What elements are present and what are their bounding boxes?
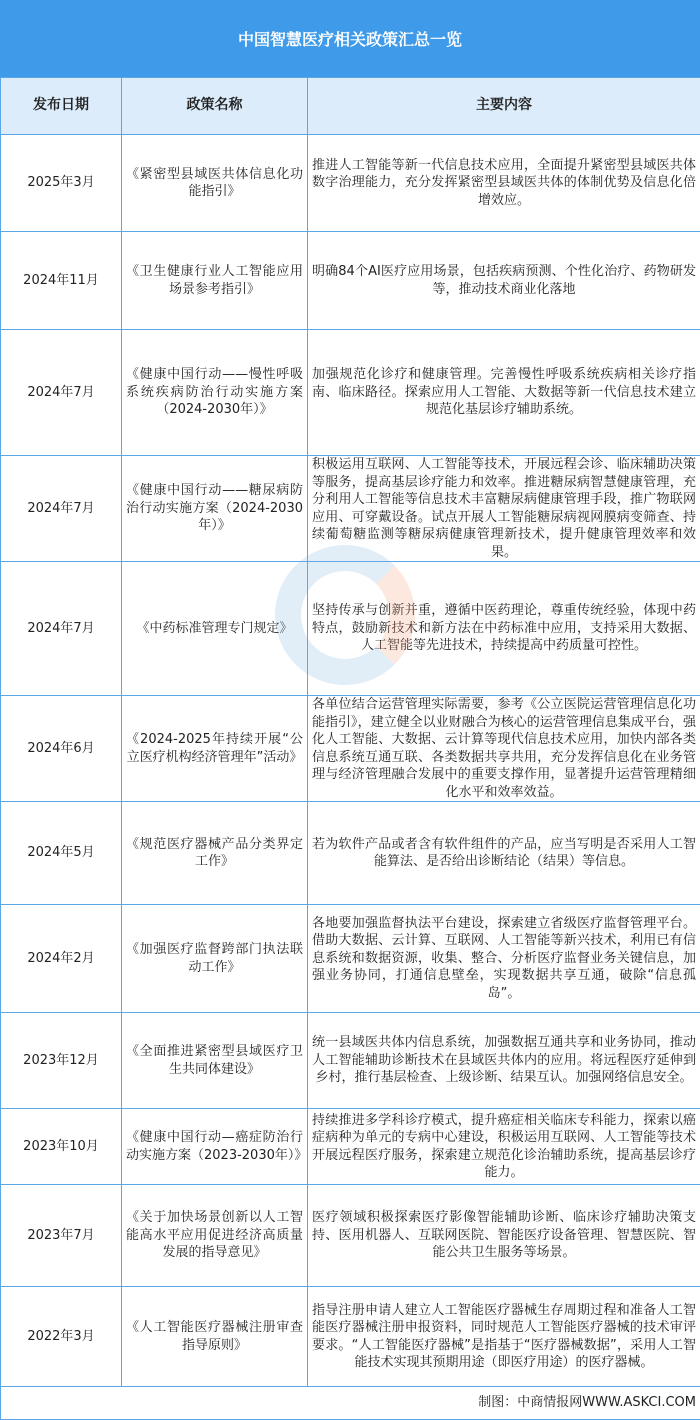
policy-name: 《全面推进紧密型县域医疗卫生共同体建设》: [122, 1013, 308, 1109]
column-header-content: 主要内容: [308, 78, 700, 135]
policy-date: 2023年7月: [1, 1185, 122, 1287]
policy-content: 统一县域医共体内信息系统，加强数据互通共享和业务协同，推动人工智能辅助诊断技术在县域医共体内的应用。将远程医疗延伸到乡村，推行基层检查、上级诊断、结果互认。加强网络信息安全。: [308, 1013, 700, 1109]
policy-name: 《关于加快场景创新以人工智能高水平应用促进经济高质量发展的指导意见》: [122, 1185, 308, 1287]
policy-date: 2024年11月: [1, 232, 122, 330]
policy-content: 指导注册申请人建立人工智能医疗器械生存周期过程和准备人工智能医疗器械注册申报资料，同时规范人工智能医疗器械的技术审评要求。“人工智能医疗器械”是指基于“医疗器械数据”，采用人工智能技术实现其预期用途（即医疗用途）的医疗器械。: [308, 1287, 700, 1387]
policy-content: 各单位结合运营管理实际需要，参考《公立医院运营管理信息化功能指引》，建立健全以业财融合为核心的运营管理信息集成平台，强化人工智能、大数据、云计算等现代信息技术应用，加快内部各类信息系统互通互联、各类数据共享共用，充分发挥信息化在业务管理与经济管理融合发展中的重要支撑作用，显著提升运营管理精细化水平和效率效益。: [308, 696, 700, 802]
table-row: [1, 456, 700, 562]
table-title: 中国智慧医疗相关政策汇总一览: [0, 0, 700, 77]
column-header-date: 发布日期: [1, 78, 122, 135]
policy-date: 2025年3月: [1, 135, 122, 232]
policy-content: 推进人工智能等新一代信息技术应用，全面提升紧密型县域医共体数字治理能力，充分发挥紧密型县域医共体的体制优势及信息化倍增效应。: [308, 135, 700, 232]
table-row: [1, 330, 700, 456]
column-header-name: 政策名称: [122, 78, 308, 135]
policy-name: 《加强医疗监督跨部门执法联动工作》: [122, 905, 308, 1013]
policy-content: 积极运用互联网、人工智能等技术，开展远程会诊、临床辅助决策等服务，提高基层诊疗能力和效率。推进糖尿病智慧健康管理，充分利用人工智能等信息技术丰富糖尿病健康管理手段，推广物联网应用、可穿戴设备。试点开展人工智能糖尿病视网膜病变筛查、持续葡萄糖监测等糖尿病健康管理新技术，提升健康管理效率和效果。: [308, 456, 700, 562]
policy-content: 明确84个AI医疗应用场景，包括疾病预测、个性化治疗、药物研发等，推动技术商业化落地: [308, 232, 700, 330]
policy-content: 加强规范化诊疗和健康管理。完善慢性呼吸系统疾病相关诊疗指南、临床路径。探索应用人工智能、大数据等新一代信息技术建立规范化基层诊疗辅助系统。: [308, 330, 700, 456]
table-row: [1, 696, 700, 802]
table-row: [1, 135, 700, 232]
table-row: [1, 802, 700, 905]
table-row: [1, 1287, 700, 1387]
policy-date: 2024年7月: [1, 562, 122, 696]
policy-name: 《紧密型县域医共体信息化功能指引》: [122, 135, 308, 232]
policy-name: 《2024-2025年持续开展“公立医疗机构经济管理年”活动》: [122, 696, 308, 802]
policy-date: 2024年7月: [1, 330, 122, 456]
policy-date: 2024年5月: [1, 802, 122, 905]
policy-date: 2022年3月: [1, 1287, 122, 1387]
policy-content: 若为软件产品或者含有软件组件的产品，应当写明是否采用人工智能算法、是否给出诊断结论（结果）等信息。: [308, 802, 700, 905]
table-row: [1, 1185, 700, 1287]
column-header-row: [1, 78, 700, 135]
policy-content: 各地要加强监督执法平台建设，探索建立省级医疗监督管理平台。借助大数据、云计算、互联网、人工智能等新兴技术，利用已有信息系统和数据资源，收集、整合、分析医疗监督业务关键信息，加强业务协同，打通信息壁垒，实现数据共享互通，破除“信息孤岛”。: [308, 905, 700, 1013]
policy-date: 2023年10月: [1, 1109, 122, 1185]
table-row: [1, 1109, 700, 1185]
policy-name: 《卫生健康行业人工智能应用场景参考指引》: [122, 232, 308, 330]
policy-name: 《规范医疗器械产品分类界定工作》: [122, 802, 308, 905]
policy-name: 《人工智能医疗器械注册审查指导原则》: [122, 1287, 308, 1387]
table-row: [1, 1013, 700, 1109]
policy-date: 2024年7月: [1, 456, 122, 562]
policy-date: 2023年12月: [1, 1013, 122, 1109]
policy-table: [0, 77, 700, 1420]
policy-name: 《健康中国行动—癌症防治行动实施方案（2023-2030年）》: [122, 1109, 308, 1185]
table-row: [1, 905, 700, 1013]
policy-date: 2024年2月: [1, 905, 122, 1013]
policy-name: 《健康中国行动——糖尿病防治行动实施方案（2024-2030年）》: [122, 456, 308, 562]
table-row: [1, 562, 700, 696]
policy-name: 《健康中国行动——慢性呼吸系统疾病防治行动实施方案（2024-2030年）》: [122, 330, 308, 456]
source-credit: 制图：中商情报网WWW.ASKCI.COM: [1, 1387, 700, 1420]
policy-date: 2024年6月: [1, 696, 122, 802]
policy-content: 坚持传承与创新并重，遵循中医药理论，尊重传统经验，体现中药特点，鼓励新技术和新方法在中药标准中应用，支持采用大数据、人工智能等先进技术，持续提高中药质量可控性。: [308, 562, 700, 696]
footer-row: [1, 1387, 700, 1420]
policy-name: 《中药标准管理专门规定》: [122, 562, 308, 696]
policy-content: 医疗领域积极探索医疗影像智能辅助诊断、临床诊疗辅助决策支持、医用机器人、互联网医院、智能医疗设备管理、智慧医院、智能公共卫生服务等场景。: [308, 1185, 700, 1287]
policy-content: 持续推进多学科诊疗模式，提升癌症相关临床专科能力，探索以癌症病种为单元的专病中心建设，积极运用互联网、人工智能等技术开展远程医疗服务，探索建立规范化诊治辅助系统，提高基层诊疗能力。: [308, 1109, 700, 1185]
table-row: [1, 232, 700, 330]
